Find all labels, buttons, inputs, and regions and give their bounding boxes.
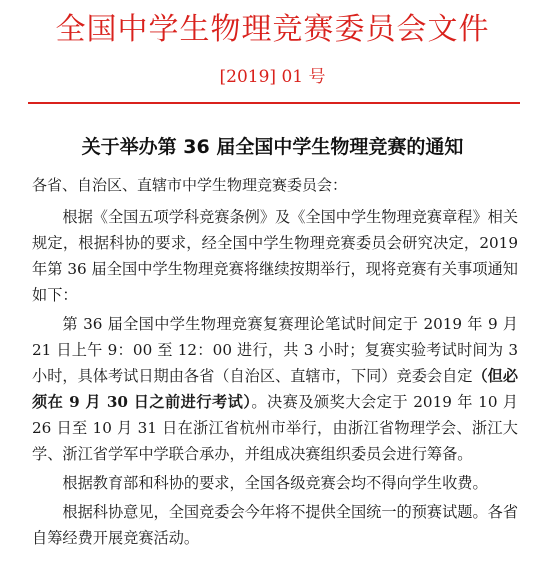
notice-title: 关于举办第 36 届全国中学生物理竞赛的通知 <box>81 136 464 158</box>
org-header-title: 全国中学生物理竞赛委员会文件 <box>55 12 490 47</box>
schedule-deadline-emphasis: （但必须在 9 月 30 日之前进行考试） <box>32 367 518 411</box>
salutation: 各省、自治区、直辖市中学生物理竞赛委员会： <box>32 176 348 194</box>
schedule-text-part1: 第 36 届全国中学生物理竞赛复赛理论笔试时间定于 2019 年 9 月 21 日上午 9：00 至 12：00 进行，共 3 小时；复赛实验考试时间为 3 小时，具体考试日期由各省（自治区、直辖市，下同）竞委会自定 <box>32 315 518 385</box>
paragraph-fees: 根据教育部和科协的要求，全国各级竞赛会均不得向学生收费。 <box>62 474 488 492</box>
paragraph-preliminary: 根据科协意见，全国竞委会今年将不提供全国统一的预赛试题。各省自筹经费开展竞赛活动。 <box>32 503 519 547</box>
document-number: [2019] 01 号 <box>219 67 326 87</box>
red-divider-line <box>28 102 520 104</box>
schedule-text-part2: 。决赛及颁奖大会定于 2019 年 10 月 26 日至 10 月 31 日在浙江省杭州市举行，由浙江省物理学会、浙江大学、浙江省学军中学联合承办，并组成决赛组织委员会进行筹备。 <box>32 393 518 463</box>
paragraph-intro: 根据《全国五项学科竞赛条例》及《全国中学生物理竞赛章程》相关规定，根据科协的要求，经全国中学生物理竞赛委员会研究决定，2019 年第 36 届全国中学生物理竞赛将继续按期举行，现将竞赛有关事项通知如下： <box>32 208 519 304</box>
notice-body <box>32 172 518 554</box>
paragraph-schedule <box>32 311 518 467</box>
